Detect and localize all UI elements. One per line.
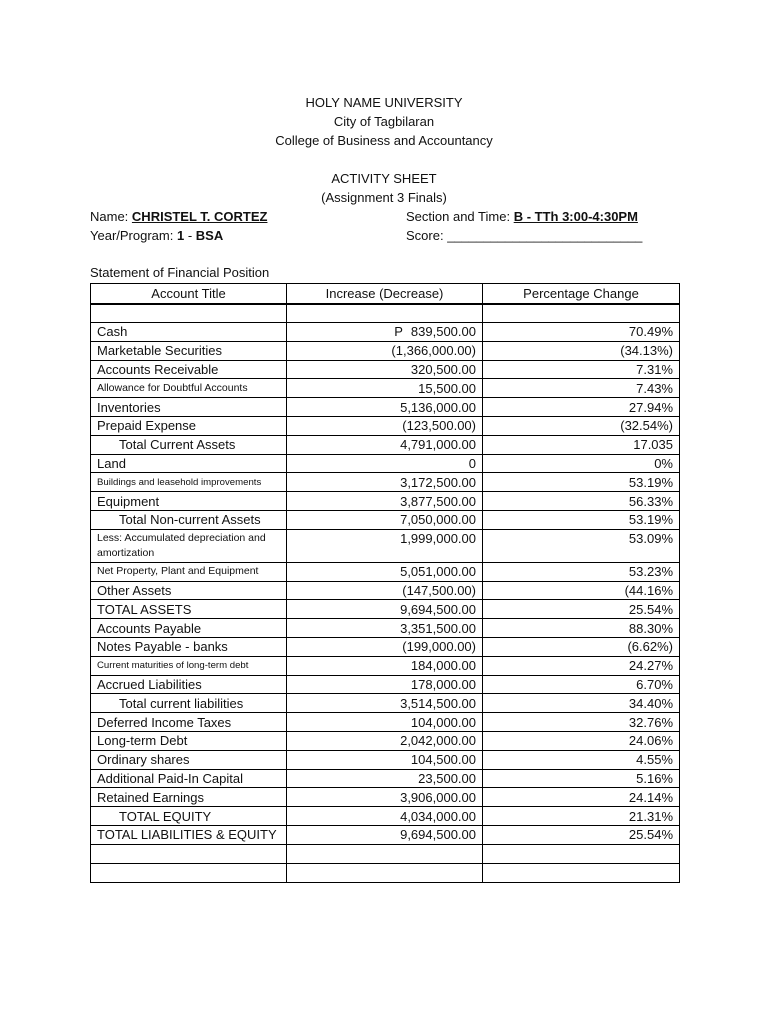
amount-value: 839,500.00 — [410, 324, 476, 340]
name-label: Name: — [90, 209, 129, 224]
score-blank: ___________________________ — [447, 228, 643, 243]
table-header-row — [91, 284, 680, 304]
account-title-cell: Accounts Receivable — [91, 360, 287, 379]
blank-cell — [91, 844, 287, 863]
increase-decrease-cell: 320,500.00 — [287, 360, 483, 379]
table-row — [91, 656, 680, 675]
year-program-line — [90, 228, 223, 244]
blank-cell — [287, 304, 483, 323]
account-title-cell: Land — [91, 454, 287, 473]
percentage-change-cell: 7.43% — [483, 379, 680, 398]
increase-decrease-cell: 0 — [287, 454, 483, 473]
percentage-change-cell: 56.33% — [483, 492, 680, 511]
table-row — [91, 473, 680, 492]
increase-decrease-cell: (1,366,000.00) — [287, 341, 483, 360]
increase-decrease-cell: 3,172,500.00 — [287, 473, 483, 492]
increase-decrease-cell: (123,500.00) — [287, 416, 483, 435]
table-row — [91, 529, 680, 562]
account-title-cell: Accounts Payable — [91, 619, 287, 638]
blank-cell — [483, 863, 680, 882]
percentage-change-cell: 70.49% — [483, 323, 680, 342]
table-row — [91, 398, 680, 417]
account-title-cell: Accrued Liabilities — [91, 675, 287, 694]
table-row — [91, 825, 680, 844]
percentage-change-cell: (6.62%) — [483, 637, 680, 656]
section-time-label: Section and Time: — [406, 209, 511, 224]
percentage-change-cell: 25.54% — [483, 600, 680, 619]
percentage-change-cell: 25.54% — [483, 825, 680, 844]
increase-decrease-cell: 7,050,000.00 — [287, 510, 483, 529]
table-body — [91, 304, 680, 845]
sheet-title: ACTIVITY SHEET — [331, 171, 437, 186]
section-time-value: B - TTh 3:00-4:30PM — [513, 209, 638, 224]
table-row — [91, 619, 680, 638]
table-row — [91, 360, 680, 379]
percentage-change-cell: 6.70% — [483, 675, 680, 694]
increase-decrease-cell: 3,351,500.00 — [287, 619, 483, 638]
score-line — [406, 228, 642, 244]
percentage-change-cell: 53.19% — [483, 473, 680, 492]
account-title-cell: Deferred Income Taxes — [91, 713, 287, 732]
increase-decrease-cell: 9,694,500.00 — [287, 600, 483, 619]
increase-decrease-cell: (199,000.00) — [287, 637, 483, 656]
account-title-cell: Total Non-current Assets — [91, 510, 287, 529]
table-row — [91, 807, 680, 826]
table-row — [91, 454, 680, 473]
blank-row — [91, 844, 680, 863]
increase-decrease-cell: 3,906,000.00 — [287, 788, 483, 807]
account-title-cell: Marketable Securities — [91, 341, 287, 360]
account-title-cell: TOTAL EQUITY — [91, 807, 287, 826]
percentage-change-cell: 53.23% — [483, 562, 680, 581]
increase-decrease-cell: 3,877,500.00 — [287, 492, 483, 511]
percentage-change-cell: 27.94% — [483, 398, 680, 417]
table-row — [91, 713, 680, 732]
percentage-change-cell: 53.19% — [483, 510, 680, 529]
account-title-cell: Less: Accumulated depreciation and amortization — [91, 529, 287, 562]
percentage-change-cell: 7.31% — [483, 360, 680, 379]
account-title-cell: Long-term Debt — [91, 731, 287, 750]
table-row — [91, 637, 680, 656]
blank-cell — [483, 844, 680, 863]
increase-decrease-cell: 4,791,000.00 — [287, 435, 483, 454]
percentage-change-cell: 24.27% — [483, 656, 680, 675]
increase-decrease-cell: 5,136,000.00 — [287, 398, 483, 417]
table-row — [91, 769, 680, 788]
percentage-change-cell: 88.30% — [483, 619, 680, 638]
percentage-change-cell: 34.40% — [483, 694, 680, 713]
university-name: HOLY NAME UNIVERSITY — [305, 95, 463, 110]
table-row — [91, 694, 680, 713]
account-title-cell: Current maturities of long-term debt — [91, 656, 287, 675]
percentage-change-cell: 5.16% — [483, 769, 680, 788]
student-name-line — [90, 209, 267, 225]
percentage-change-cell: 4.55% — [483, 750, 680, 769]
increase-decrease-cell: 184,000.00 — [287, 656, 483, 675]
table-row — [91, 581, 680, 600]
column-header-percentage-change: Percentage Change — [483, 284, 680, 304]
account-title-cell: Inventories — [91, 398, 287, 417]
account-title-cell: Net Property, Plant and Equipment — [91, 562, 287, 581]
table-row — [91, 731, 680, 750]
percentage-change-cell: 53.09% — [483, 529, 680, 562]
section-time-line — [406, 209, 638, 225]
percentage-change-cell: 17.035 — [483, 435, 680, 454]
account-title-cell: Cash — [91, 323, 287, 342]
table-row — [91, 435, 680, 454]
increase-decrease-cell: 9,694,500.00 — [287, 825, 483, 844]
increase-decrease-cell: 2,042,000.00 — [287, 731, 483, 750]
blank-cell — [287, 844, 483, 863]
table-row — [91, 600, 680, 619]
blank-row — [91, 304, 680, 323]
table-row — [91, 341, 680, 360]
percentage-change-cell: (44.16% — [483, 581, 680, 600]
account-title-cell: Buildings and leasehold improvements — [91, 473, 287, 492]
account-title-cell: Allowance for Doubtful Accounts — [91, 379, 287, 398]
blank-cell — [91, 304, 287, 323]
account-title-cell: Total Current Assets — [91, 435, 287, 454]
table-row — [91, 510, 680, 529]
column-header-increase-decrease: Increase (Decrease) — [287, 284, 483, 304]
increase-decrease-cell — [287, 323, 483, 342]
account-title-cell: TOTAL LIABILITIES & EQUITY — [91, 825, 287, 844]
percentage-change-cell: (32.54%) — [483, 416, 680, 435]
program-value: BSA — [195, 228, 224, 243]
assignment-label: (Assignment 3 Finals) — [321, 190, 447, 205]
college-name: College of Business and Accountancy — [275, 133, 493, 148]
increase-decrease-cell: 1,999,000.00 — [287, 529, 483, 562]
percentage-change-cell: 24.06% — [483, 731, 680, 750]
increase-decrease-cell: (147,500.00) — [287, 581, 483, 600]
table-row — [91, 750, 680, 769]
financial-position-table — [90, 283, 680, 883]
increase-decrease-cell: 104,000.00 — [287, 713, 483, 732]
statement-caption: Statement of Financial Position — [90, 265, 270, 280]
account-title-cell: TOTAL ASSETS — [91, 600, 287, 619]
percentage-change-cell: (34.13%) — [483, 341, 680, 360]
increase-decrease-cell: 23,500.00 — [287, 769, 483, 788]
percentage-change-cell: 21.31% — [483, 807, 680, 826]
year-program-label: Year/Program: — [90, 228, 174, 243]
account-title-cell: Other Assets — [91, 581, 287, 600]
table-row — [91, 492, 680, 511]
account-title-cell: Ordinary shares — [91, 750, 287, 769]
increase-decrease-cell: 3,514,500.00 — [287, 694, 483, 713]
column-header-account-title: Account Title — [91, 284, 287, 304]
year-value: 1 — [176, 228, 185, 243]
account-title-cell: Total current liabilities — [91, 694, 287, 713]
account-title-cell: Prepaid Expense — [91, 416, 287, 435]
table-row — [91, 675, 680, 694]
increase-decrease-cell: 5,051,000.00 — [287, 562, 483, 581]
blank-cell — [287, 863, 483, 882]
table-row — [91, 416, 680, 435]
blank-cell — [483, 304, 680, 323]
table-row — [91, 788, 680, 807]
table-row — [91, 562, 680, 581]
percentage-change-cell: 32.76% — [483, 713, 680, 732]
table-row — [91, 323, 680, 342]
city-name: City of Tagbilaran — [333, 114, 435, 129]
increase-decrease-cell: 178,000.00 — [287, 675, 483, 694]
account-title-cell: Equipment — [91, 492, 287, 511]
increase-decrease-cell: 15,500.00 — [287, 379, 483, 398]
account-title-cell: Additional Paid-In Capital — [91, 769, 287, 788]
table-row — [91, 379, 680, 398]
percentage-change-cell: 0% — [483, 454, 680, 473]
score-label: Score: — [406, 228, 444, 243]
percentage-change-cell: 24.14% — [483, 788, 680, 807]
increase-decrease-cell: 104,500.00 — [287, 750, 483, 769]
increase-decrease-cell: 4,034,000.00 — [287, 807, 483, 826]
currency-symbol: P — [394, 324, 403, 340]
year-separator: - — [187, 228, 193, 243]
account-title-cell: Retained Earnings — [91, 788, 287, 807]
student-name: CHRISTEL T. CORTEZ — [131, 209, 268, 224]
blank-row — [91, 863, 680, 882]
account-title-cell: Notes Payable - banks — [91, 637, 287, 656]
blank-cell — [91, 863, 287, 882]
